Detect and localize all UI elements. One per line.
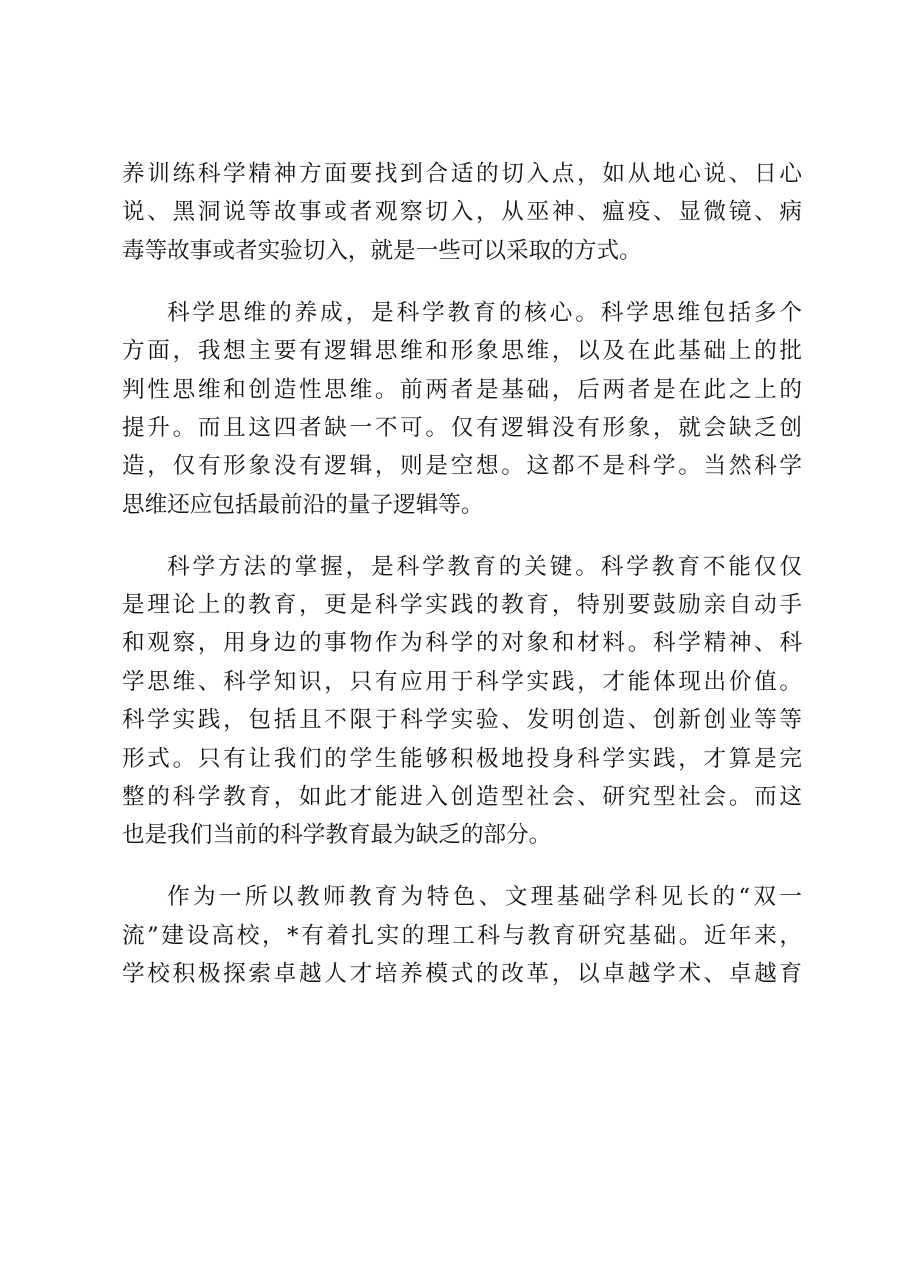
text-line: 科学思维的养成，是科学教育的核心。科学思维包括多个 [167,299,802,326]
text-line: 也是我们当前的科学教育最为缺乏的部分。 [122,822,552,849]
text-line: 提升。而且这四者缺一不可。仅有逻辑没有形象，就会缺乏创 [122,414,802,441]
paragraph-spacer [122,270,802,294]
text-line: 流”建设高校，*有着扎实的理工科与教育研究基础。近年来， [122,922,802,949]
text-line: 判性思维和创造性思维。前两者是基础，后两者是在此之上的 [122,376,802,403]
text-line: 学思维、科学知识，只有应用于科学实践，才能体现出价值。 [122,668,802,695]
paragraph-2 [122,294,802,524]
text-line: 和观察，用身边的事物作为科学的对象和材料。科学精神、科 [122,630,802,657]
text-line: 毒等故事或者实验切入，就是一些可以采取的方式。 [122,237,642,264]
paragraph-4 [122,878,802,993]
text-line: 思维还应包括最前沿的量子逻辑等。 [122,491,484,518]
text-line: 养训练科学精神方面要找到合适的切入点，如从地心说、日心 [122,161,802,187]
text-line: 是理论上的教育，更是科学实践的教育，特别要鼓励亲自动手 [122,592,802,619]
text-line: 方面，我想主要有逻辑思维和形象思维，以及在此基础上的批 [122,338,802,365]
document-body [122,155,802,994]
text-line: 作为一所以教师教育为特色、文理基础学科见长的“双一 [167,884,802,911]
text-line: 造，仅有形象没有逻辑，则是空想。这都不是科学。当然科学 [122,453,802,480]
text-line: 整的科学教育，如此才能进入创造型社会、研究型社会。而这 [122,784,802,811]
paragraph-3 [122,548,802,855]
text-line: 科学实践，包括且不限于科学实验、发明创造、创新创业等等 [122,707,802,734]
text-line: 学校积极探索卓越人才培养模式的改革，以卓越学术、卓越育 [122,961,802,988]
text-line: 科学方法的掌握，是科学教育的关键。科学教育不能仅仅 [167,553,802,580]
text-line: 形式。只有让我们的学生能够积极地投身科学实践，才算是完 [122,745,802,772]
paragraph-1 [122,155,802,270]
paragraph-spacer [122,524,802,548]
paragraph-spacer [122,855,802,879]
text-line: 说、黑洞说等故事或者观察切入，从巫神、瘟疫、显微镜、病 [122,199,802,226]
